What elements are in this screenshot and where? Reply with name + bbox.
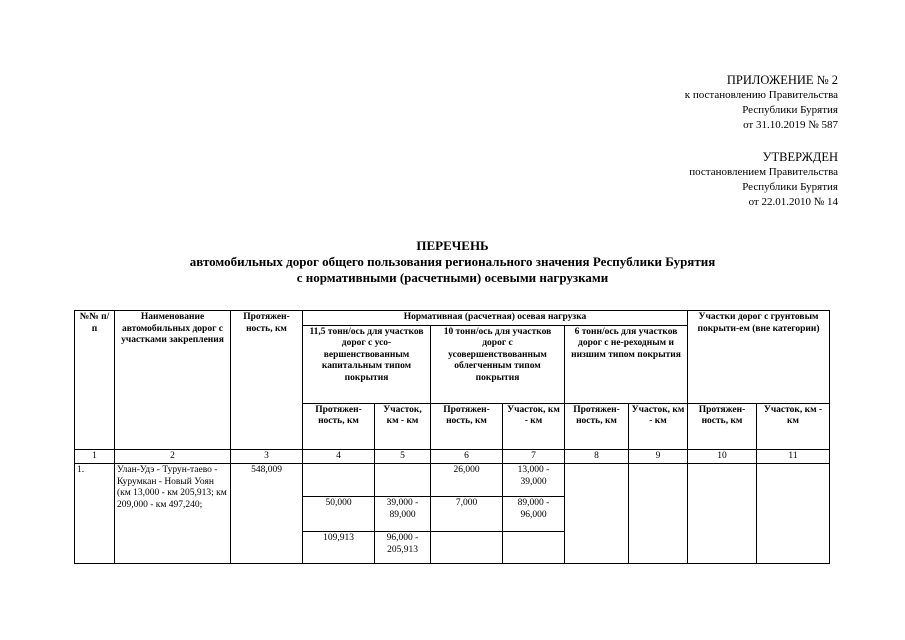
header-axial-load: Нормативная (расчетная) осевая нагрузка bbox=[303, 311, 688, 326]
appendix-line-2: Республики Бурятия bbox=[742, 104, 838, 116]
subheader-segment: Участок, км - км bbox=[629, 403, 688, 449]
row-length: 548,009 bbox=[231, 464, 303, 564]
cell-segment: 13,000 - 39,000 bbox=[503, 464, 565, 497]
column-number: 6 bbox=[431, 449, 503, 464]
table-row bbox=[75, 464, 830, 497]
cell-length: 26,000 bbox=[431, 464, 503, 497]
header-length: Протяжен-ность, км bbox=[231, 311, 303, 450]
heading-title: ПЕРЕЧЕНЬ bbox=[416, 238, 489, 253]
column-number: 3 bbox=[231, 449, 303, 464]
cell-empty bbox=[757, 464, 830, 564]
column-number: 10 bbox=[688, 449, 757, 464]
header-group-6t: 6 тонн/ось для участков дорог с не-реходным и низшим типом покрытия bbox=[565, 325, 688, 403]
column-numbers-row bbox=[75, 449, 830, 464]
column-number: 1 bbox=[75, 449, 115, 464]
column-number: 9 bbox=[629, 449, 688, 464]
subheader-segment: Участок, км - км bbox=[757, 403, 830, 449]
cell-segment: 89,000 - 96,000 bbox=[503, 497, 565, 532]
subheader-length: Протяжен-ность, км bbox=[303, 403, 375, 449]
appendix-line-3: от 31.10.2019 № 587 bbox=[743, 119, 838, 131]
subheader-segment: Участок, км - км bbox=[375, 403, 431, 449]
header-number: №№ п/п bbox=[75, 311, 115, 450]
cell-segment bbox=[375, 464, 431, 497]
roads-table bbox=[74, 310, 830, 564]
cell-length: 50,000 bbox=[303, 497, 375, 532]
approved-block bbox=[689, 150, 838, 210]
subheader-length: Протяжен-ность, км bbox=[431, 403, 503, 449]
heading-line-1: автомобильных дорог общего пользования регионального значения Республики Бурятия bbox=[189, 254, 716, 269]
approved-line-2: Республики Бурятия bbox=[742, 181, 838, 193]
appendix-title: ПРИЛОЖЕНИЕ № 2 bbox=[726, 73, 838, 87]
column-number: 4 bbox=[303, 449, 375, 464]
column-number: 5 bbox=[375, 449, 431, 464]
header-group-10t: 10 тонн/ось для участков дорог с усовершенствованным облегченным типом покрытия bbox=[431, 325, 565, 403]
header-unpaved-sections: Участки дорог с грунтовым покрыти-ем (вне категории) bbox=[688, 311, 830, 404]
cell-length: 109,913 bbox=[303, 532, 375, 564]
appendix-line-1: к постановлению Правительства bbox=[684, 89, 838, 101]
subheader-length: Протяжен-ность, км bbox=[688, 403, 757, 449]
approved-line-1: постановлением Правительства bbox=[689, 166, 838, 178]
approved-title: УТВЕРЖДЕН bbox=[762, 150, 838, 164]
column-number: 7 bbox=[503, 449, 565, 464]
header-road-name: Наименование автомобильных дорог с участками закрепления bbox=[115, 311, 231, 450]
header-group-11-5t: 11,5 тонн/ось для участков дорог с усо-вершенствованным капитальным типом покрытия bbox=[303, 325, 431, 403]
cell-segment: 96,000 - 205,913 bbox=[375, 532, 431, 564]
cell-length: 7,000 bbox=[431, 497, 503, 532]
row-number: 1. bbox=[75, 464, 115, 564]
cell-empty bbox=[565, 464, 629, 564]
document-heading bbox=[0, 238, 905, 286]
subheader-segment: Участок, км - км bbox=[503, 403, 565, 449]
cell-empty bbox=[503, 532, 565, 564]
subheader-length: Протяжен-ность, км bbox=[565, 403, 629, 449]
cell-empty bbox=[629, 464, 688, 564]
column-number: 8 bbox=[565, 449, 629, 464]
column-number: 11 bbox=[757, 449, 830, 464]
cell-empty bbox=[431, 532, 503, 564]
column-number: 2 bbox=[115, 449, 231, 464]
cell-empty bbox=[688, 464, 757, 564]
appendix-block bbox=[685, 73, 838, 133]
approved-line-3: от 22.01.2010 № 14 bbox=[748, 196, 838, 208]
row-road-name: Улан-Удэ - Турун-таево - Курумкан - Новый Уоян (км 13,000 - км 205,913; км 209,000 - км 497,240; bbox=[115, 464, 231, 564]
cell-segment: 39,000 - 89,000 bbox=[375, 497, 431, 532]
cell-length bbox=[303, 464, 375, 497]
heading-line-2: с нормативными (расчетными) осевыми нагрузками bbox=[296, 270, 609, 285]
